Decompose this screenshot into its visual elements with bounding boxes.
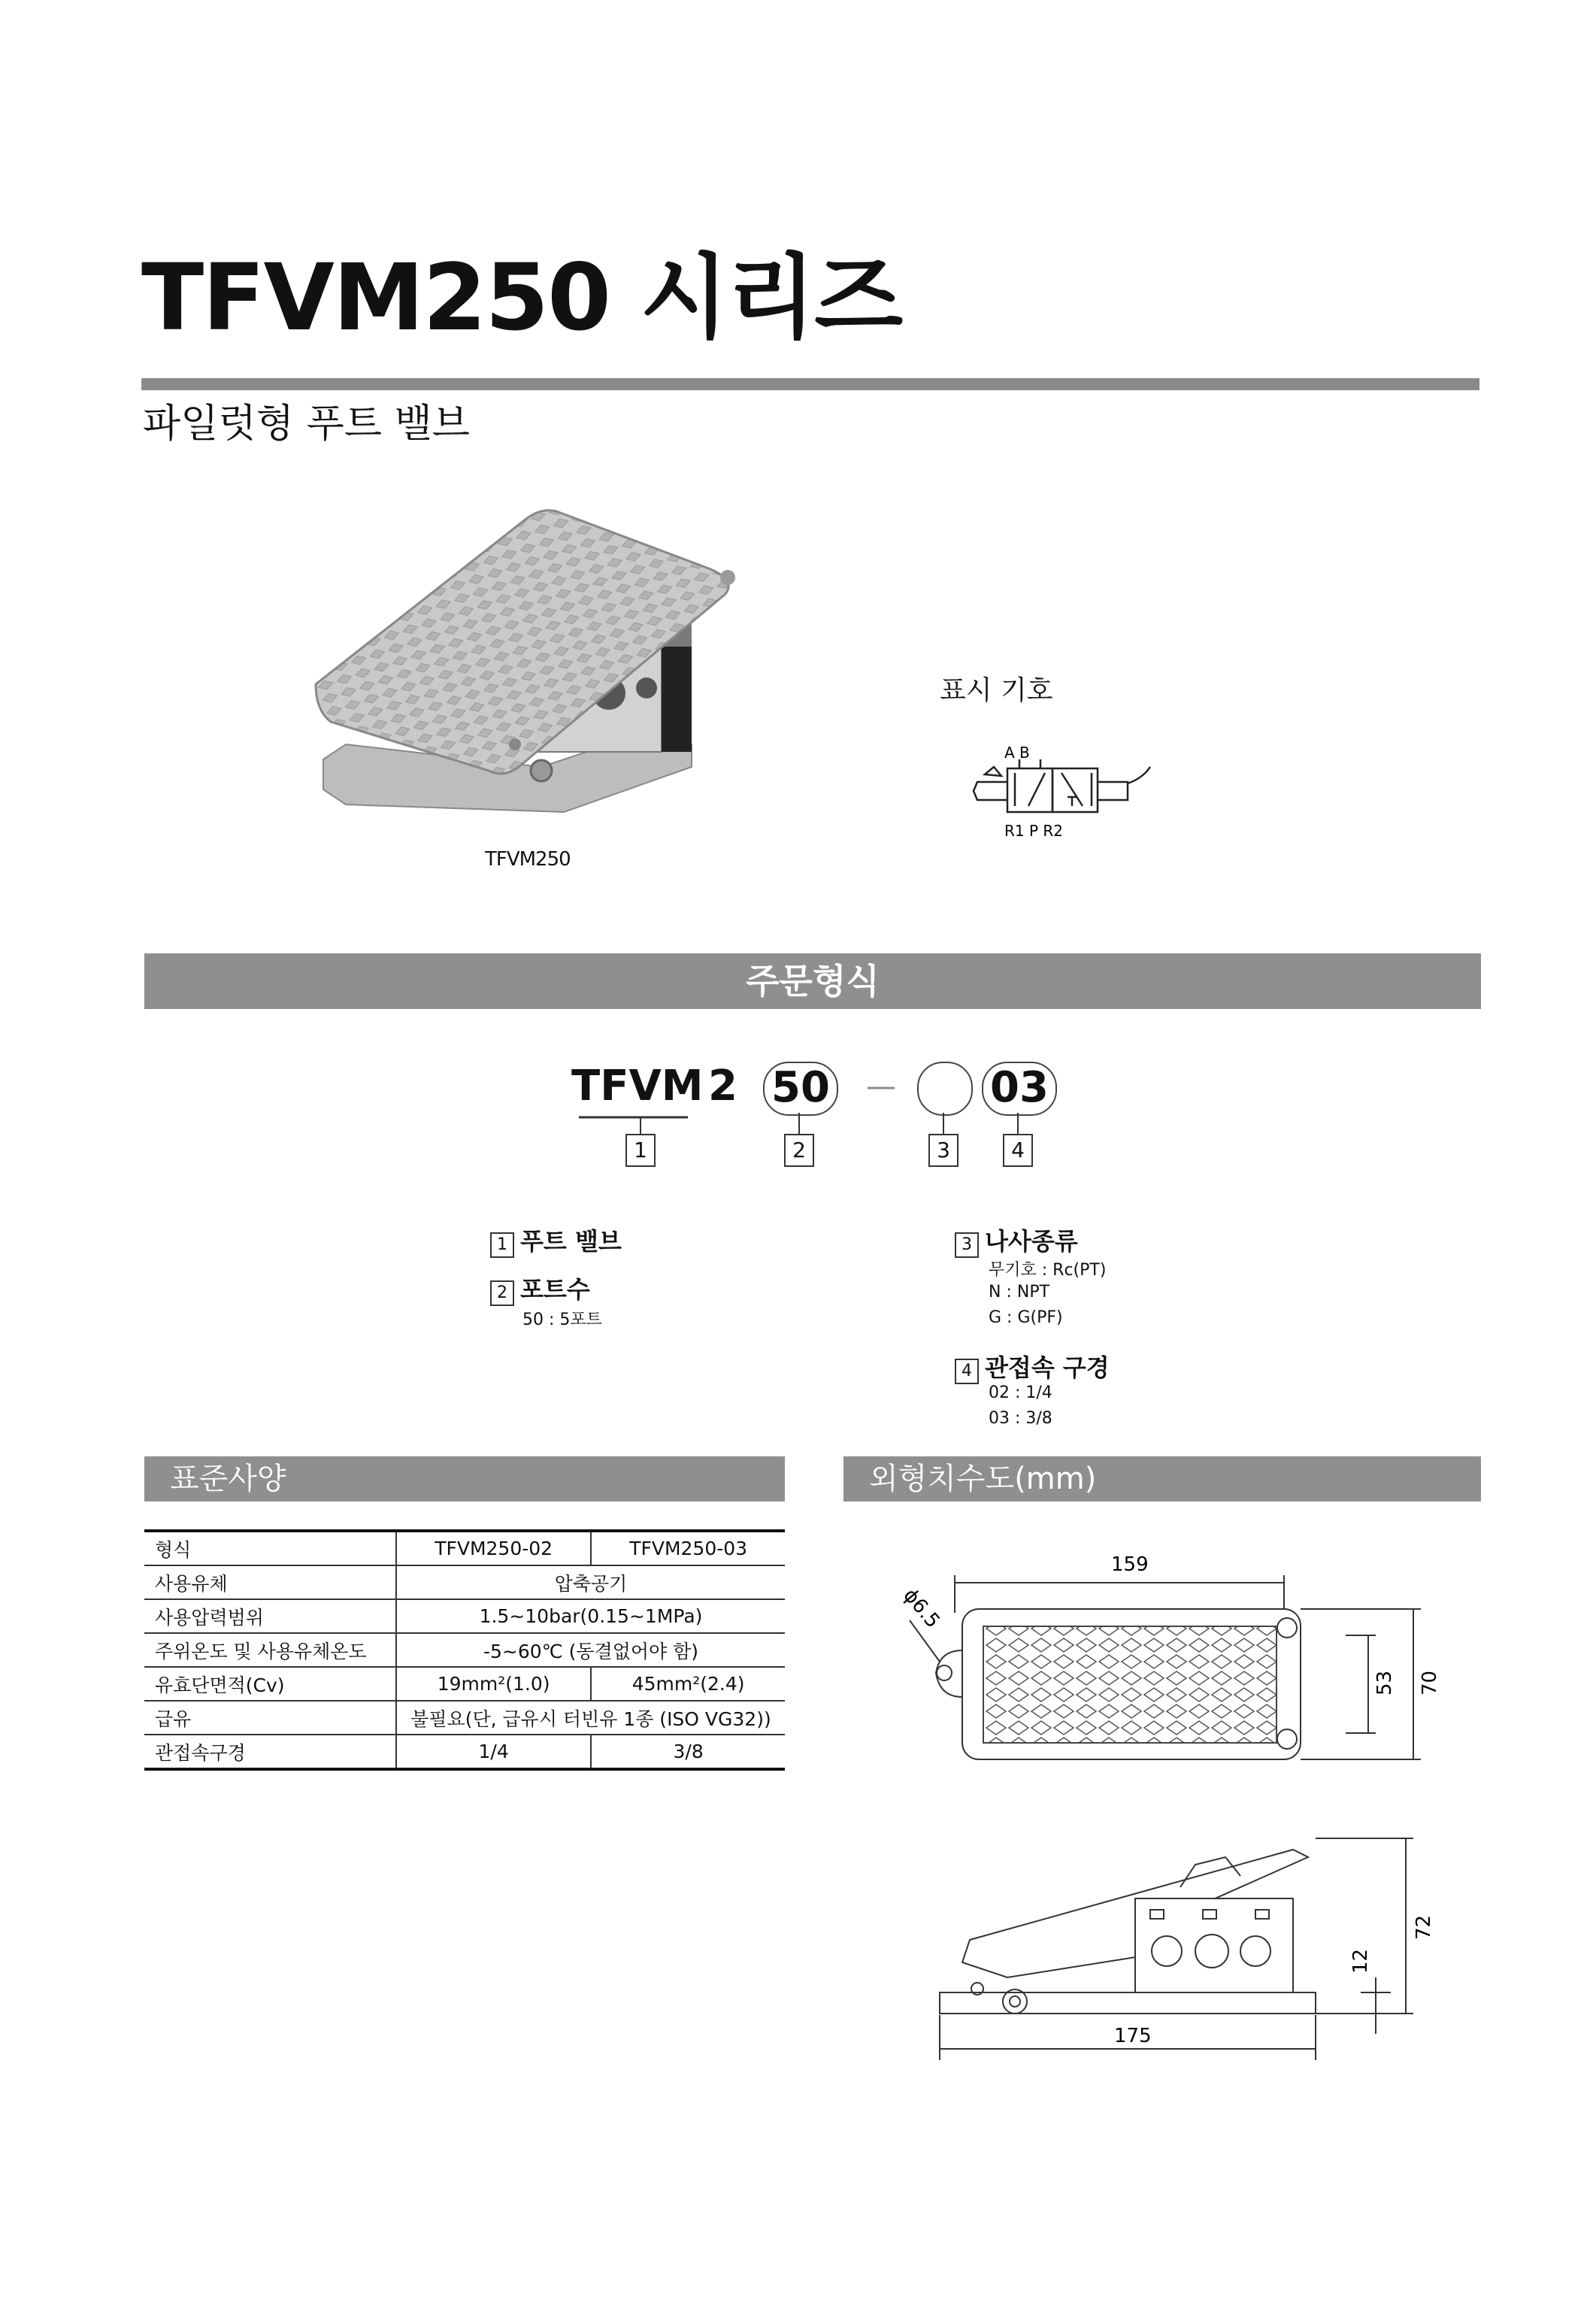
top-view-drawing [895, 1538, 1441, 1786]
dim-base: 12 [1349, 1948, 1372, 1974]
spec-value: -5~60℃ (동결없어야 함) [396, 1633, 785, 1667]
code-index-2: 2 [784, 1134, 814, 1167]
table-row [144, 1531, 785, 1565]
option-2-item: 50 : 5포트 [522, 1311, 602, 1329]
table-row [144, 1701, 785, 1735]
code-index-3: 3 [928, 1134, 959, 1167]
dim-inner-width: 53 [1373, 1670, 1396, 1695]
symbol-port-labels-bottom: R1 P R2 [1004, 822, 1064, 840]
symbol-heading: 표시 기호 [940, 675, 1053, 706]
code-leader-lines [571, 1113, 1098, 1135]
option-4: 4 관접속 구경 [955, 1349, 1110, 1384]
spec-value: 불필요(단, 급유시 터빈유 1종 (ISO VG32)) [396, 1701, 785, 1735]
valve-symbol-diagram [932, 737, 1188, 842]
dimensions-heading: 외형치수도(mm) [869, 1462, 1097, 1496]
spec-value: 45mm²(2.4) [591, 1667, 785, 1701]
spec-label: 급유 [144, 1701, 396, 1735]
dim-width: 70 [1419, 1670, 1441, 1695]
spec-table [144, 1529, 785, 1771]
option-4-item: 02 : 1/4 [989, 1383, 1052, 1402]
option-2: 2 포트수 [490, 1271, 590, 1306]
spec-value: TFVM250-03 [591, 1531, 785, 1565]
spec-label: 유효단면적(Cv) [144, 1667, 396, 1701]
page-subtitle: 파일럿형 푸트 밸브 [143, 402, 470, 447]
option-3-item: 무기호 : Rc(PT) [989, 1261, 1107, 1280]
option-1: 1 푸트 밸브 [490, 1223, 622, 1258]
option-3-item: G : G(PF) [989, 1308, 1063, 1327]
spec-value: TFVM250-02 [396, 1531, 591, 1565]
spec-label: 형식 [144, 1531, 396, 1565]
order-code [571, 1053, 1098, 1120]
table-row [144, 1633, 785, 1667]
order-format-heading: 주문형식 [746, 961, 880, 1001]
title-divider [141, 378, 1479, 390]
code-digit: 2 [708, 1062, 737, 1111]
spec-value: 19mm²(1.0) [396, 1667, 591, 1701]
table-row [144, 1667, 785, 1701]
symbol-port-labels-top: A B [1004, 744, 1030, 762]
spec-label: 사용압력범위 [144, 1599, 396, 1633]
spec-label: 관접속구경 [144, 1735, 396, 1769]
table-row [144, 1565, 785, 1599]
option-3-item: N : NPT [989, 1283, 1050, 1301]
dim-length: 159 [1111, 1553, 1149, 1576]
code-prefix: TFVM [571, 1062, 704, 1111]
option-3: 3 나사종류 [955, 1223, 1078, 1258]
dim-hole: ϕ6.5 [898, 1584, 944, 1633]
option-4-item: 03 : 3/8 [989, 1409, 1052, 1428]
spec-bar [144, 1456, 785, 1501]
spec-heading: 표준사양 [170, 1462, 286, 1496]
spec-value: 1/4 [396, 1735, 591, 1769]
code-index-4: 4 [1003, 1134, 1033, 1167]
code-ports-oval: 50 [763, 1062, 838, 1116]
spec-label: 주위온도 및 사용유체온도 [144, 1633, 396, 1667]
spec-label: 사용유체 [144, 1565, 396, 1599]
table-row [144, 1735, 785, 1769]
code-size-oval: 03 [982, 1062, 1057, 1116]
spec-value: 1.5~10bar(0.15~1MPa) [396, 1599, 785, 1633]
spec-value: 3/8 [591, 1735, 785, 1769]
dim-height: 72 [1413, 1914, 1435, 1940]
foot-valve-product-image [316, 496, 752, 850]
dim-side-length: 175 [1114, 2025, 1152, 2047]
code-dash: — [866, 1069, 896, 1104]
code-index-1: 1 [625, 1134, 656, 1167]
spec-value: 압축공기 [396, 1565, 785, 1599]
table-row [144, 1599, 785, 1633]
order-format-bar [144, 953, 1481, 1009]
side-view-drawing [925, 1835, 1436, 2068]
dimensions-bar [843, 1456, 1481, 1501]
photo-caption: TFVM250 [485, 848, 571, 871]
page-title: TFVM250 시리즈 [141, 244, 902, 351]
code-thread-oval [917, 1062, 973, 1116]
